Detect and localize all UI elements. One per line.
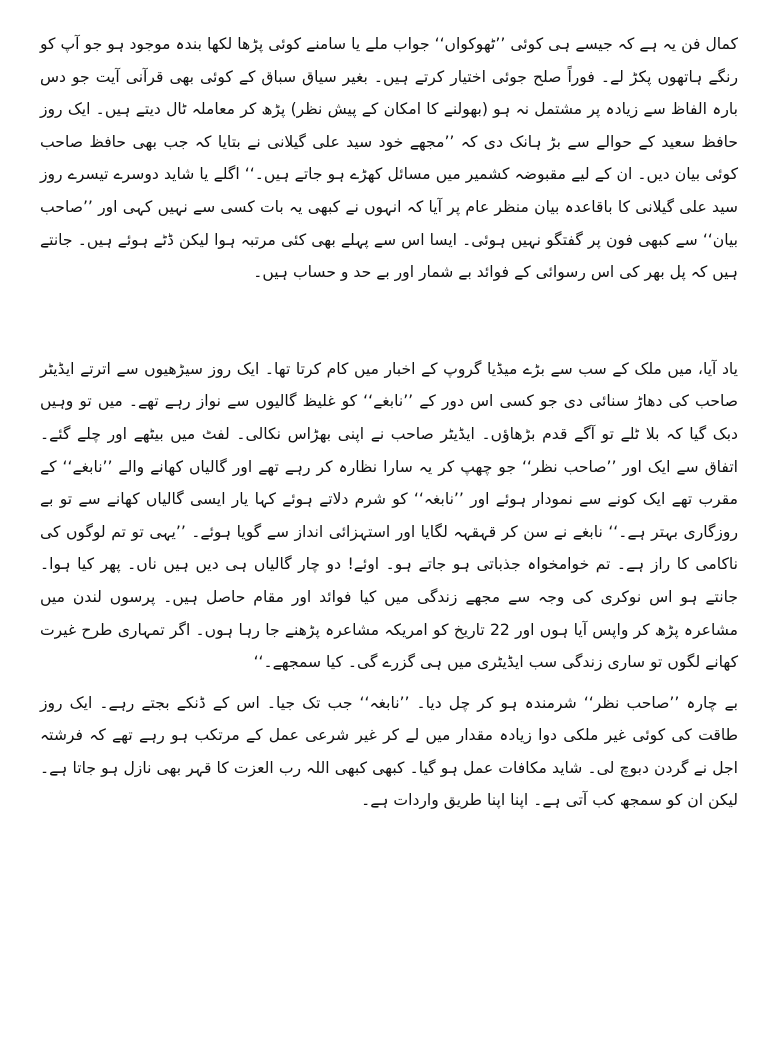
paragraph-1: کمال فن یہ ہے کہ جیسے ہی کوئی ’’ٹھوکواں‘‘ جواب ملے یا سامنے کوئی پڑھا لکھا بندہ موجود ہو جو آپ کو رنگے ہاتھوں پکڑ لے۔ فوراً صلح جوئی اختیار کرتے ہیں۔ بغیر سیاق سباق کے کوئی بھی قرآنی آیت جو دس بارہ الفاظ سے زیادہ پر مشتمل نہ ہو (بھولنے کا امکان کے پیش نظر) پڑھ کر معاملہ ٹال دیتے ہیں۔ ایک روز حافظ سعید کے حوالے سے بڑ ہانک دی کہ ’’مجھے خود سید علی گیلانی نے بتایا کہ جب بھی حافظ صاحب کوئی بیان دیں۔ ان کے لیے مقبوضہ کشمیر میں مسائل کھڑے ہو جاتے ہیں۔‘‘ اگلے یا شاید دوسرے تیسرے روز سید علی گیلانی کا باقاعدہ بیان منظر عام پر آیا کہ انہوں نے کبھی یہ بات کسی سے نہیں کہی اور ’’صاحب بیان‘‘ سے کبھی فون پر گفتگو نہیں ہوئی۔ ایسا اس سے پہلے بھی کئی مرتبہ ہوا لیکن ڈٹے ہوئے ہیں۔ جانتے ہیں کہ پل بھر کی اس رسوائی کے فوائد بے شمار اور بے حد و حساب ہیں۔ (40, 35, 738, 282)
paragraph-2: یاد آیا، میں ملک کے سب سے بڑے میڈیا گروپ کے اخبار میں کام کرتا تھا۔ ایک روز سیڑھیوں سے اترتے ایڈیٹر صاحب کی دھاڑ سنائی دی جو کسی اس دور کے ’’نابغے‘‘ کو غلیظ گالیوں سے نواز رہے تھے۔ میں تو وہیں دبک گیا کہ بلا ٹلے تو آگے قدم بڑھاؤں۔ ایڈیٹر صاحب نے اپنی بھڑاس نکالی۔ لفٹ میں بیٹھے اور چلے گئے۔ اتفاق سے ایک اور ’’صاحب نظر‘‘ جو چھپ کر یہ سارا نظارہ کر رہے تھے اور گالیاں کھانے والے ’’نابغے‘‘ کے مقرب تھے ایک کونے سے نمودار ہوئے اور ’’نابغہ‘‘ کو شرم دلاتے ہوئے کہا یار ایسی گالیاں کھانے سے تو بے روزگاری بہتر ہے۔‘‘ نابغے نے سن کر قہقہہ لگایا اور استہزائی انداز سے گویا ہوئے۔ ’’یہی تو تم لوگوں کی ناکامی کا راز ہے۔ تم خوامخواہ جذباتی ہو جاتے ہو۔ اوئے! دو چار گالیاں ہی دیں ہیں ناں۔ پھر کیا ہوا۔ جانتے ہو اس نوکری کی وجہ سے مجھے زندگی میں کیا فوائد اور مقام حاصل ہیں۔ پرسوں لندن میں مشاعرہ پڑھ کر واپس آیا ہوں اور 22 تاریخ کو امریکہ مشاعرہ پڑھنے جا رہا ہوں۔ اگر تمہاری طرح غیرت کھانے لگوں تو ساری زندگی سب ایڈیٹری میں ہی گزرے گی۔ کیا سمجھے۔‘‘ (40, 359, 738, 672)
paragraph-3: بے چارہ ’’صاحب نظر‘‘ شرمندہ ہو کر چل دیا۔ ’’نابغہ‘‘ جب تک جیا۔ اس کے ڈنکے بجتے رہے۔ ایک روز طاقت کی کوئی غیر ملکی دوا زیادہ مقدار میں لے کر غیر شرعی عمل کے مرتکب ہو رہے تھے کہ فرشتہ اجل نے گردن دبوچ لی۔ شاید مکافات عمل ہو گیا۔ کبھی کبھی اللہ رب العزت کا قہر بھی نازل ہو جاتا ہے۔ لیکن ان کو سمجھ کب آتی ہے۔ اپنا اپنا طریق واردات ہے۔ (40, 693, 738, 810)
